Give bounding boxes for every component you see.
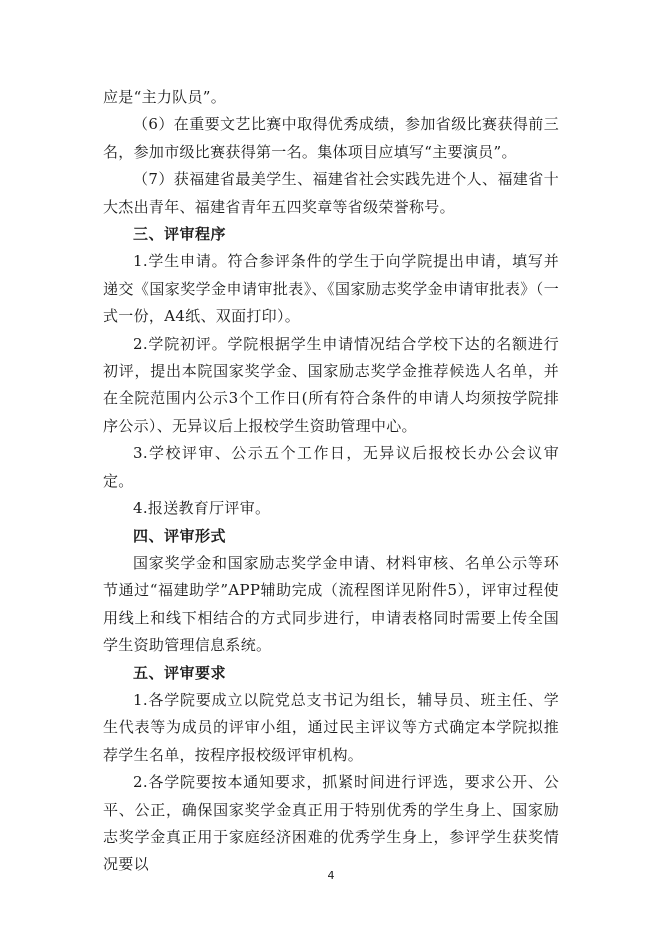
paragraph-requirement-2: 2.各学院要按本通知要求，抓紧时间进行评选，要求公开、公平、公正，确保国家奖学金真正用于特别优秀的学生身上、国家励志奖学金真正用于家庭经济困难的优秀学生身上，参评学生获奖情况要以 [103,773,559,874]
section-heading-review-requirements: 五、评审要求 [133,663,227,682]
paragraph-procedure-1: 1.学生申请。符合参评条件的学生于向学院提出申请，填写并递交《国家奖学金申请审批表》、《国家励志奖学金申请审批表》（一式一份，A4纸、双面打印）。 [103,252,559,326]
paragraph-continuation: 应是“主力队员”。 [103,88,227,106]
paragraph-procedure-2: 2.学院初评。学院根据学生申请情况结合学校下达的名额进行初评，提出本院国家奖学金、国家励志奖学金推荐候选人名单，并在全院范围内公示3个工作日(所有符合条件的申请人均须按学院排序公示）、无异议后上报校学生资助管理中心。 [103,334,559,435]
section-heading-review-format: 四、评审形式 [133,526,227,545]
section-heading-review-procedure: 三、评审程序 [133,225,227,244]
paragraph-procedure-3: 3.学校评审、公示五个工作日，无异议后报校长办公会议审定。 [103,444,559,490]
paragraph-item-6: （6）在重要文艺比赛中取得优秀成绩，参加省级比赛获得前三名，参加市级比赛获得第一名。集体项目应填写“主要演员”。 [103,115,559,161]
page-number: 4 [327,869,335,882]
paragraph-requirement-1: 1.各学院要成立以院党总支书记为组长，辅导员、班主任、学生代表等为成员的评审小组，通过民主评议等方式确定本学院拟推荐学生名单，按程序报校级评审机构。 [103,690,559,764]
paragraph-procedure-4: 4.报送教育厅评审。 [133,499,271,518]
paragraph-format: 国家奖学金和国家励志奖学金申请、材料审核、名单公示等环节通过“福建助学”APP辅助完成（流程图详见附件5），评审过程使用线上和线下相结合的方式同步进行，申请表格同时需要上传全国学生资助管理信息系统。 [103,553,559,655]
document-body [103,84,559,879]
paragraph-item-7: （7）获福建省最美学生、福建省社会实践先进个人、福建省十大杰出青年、福建省青年五四奖章等省级荣誉称号。 [103,170,559,216]
